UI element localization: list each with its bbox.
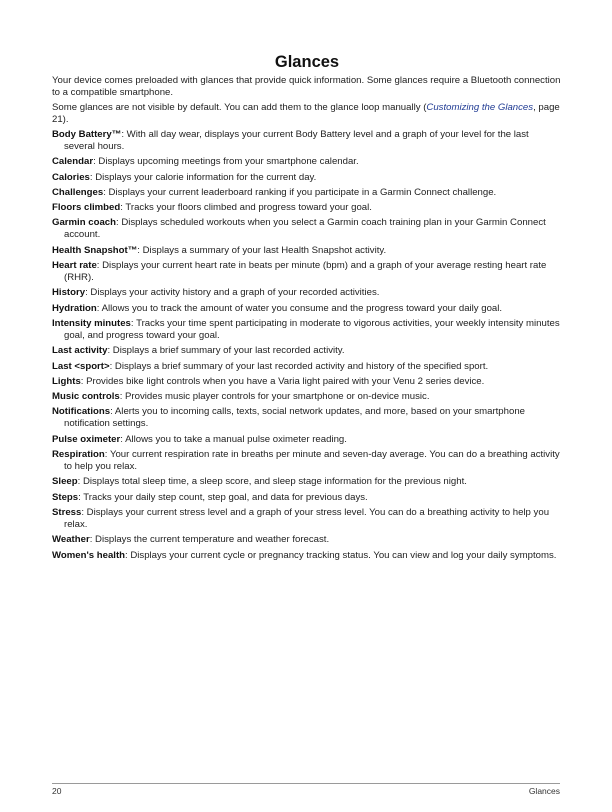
glance-term: Hydration (52, 302, 97, 314)
glance-term: Calories (52, 171, 90, 183)
glance-entry-music-controls (52, 391, 562, 403)
glance-term: Lights (52, 375, 81, 387)
glance-description: : Displays scheduled workouts when you select a Garmin coach training plan in your Garmin Connect account. (64, 217, 546, 241)
glance-term: Garmin coach (52, 217, 116, 229)
glance-term: History (52, 287, 86, 299)
intro-paragraph: Your device comes preloaded with glances that provide quick information. Some glances require a Bluetooth connection to a compatible smartphone. (52, 75, 561, 98)
glance-entry-challenges (52, 187, 562, 199)
glance-term: Stress (52, 506, 82, 518)
glance-description: : Allows you to take a manual pulse oximeter reading. (120, 433, 347, 445)
glance-term: Body Battery™ (52, 129, 122, 140)
glance-entry-garmin-coach (52, 217, 562, 241)
glance-term: Intensity minutes (52, 317, 131, 329)
glance-description: : Displays your activity history and a graph of your recorded activities. (85, 287, 380, 299)
glance-entry-pulse-oximeter (52, 434, 562, 446)
intro-text-suffix: , page 21). (52, 102, 560, 125)
glance-entry-calories (52, 172, 562, 184)
glance-description: : Displays upcoming meetings from your smartphone calendar. (93, 156, 359, 168)
glance-term: Weather (52, 534, 90, 546)
glance-description: : Displays a brief summary of your last recorded activity. (107, 345, 345, 357)
glance-entry-floors-climbed (52, 202, 562, 214)
glance-term: Heart rate (52, 260, 97, 272)
glance-description: : Your current respiration rate in breaths per minute and seven-day average. You can do a breathing activity to help you relax. (64, 449, 560, 473)
glance-entry-intensity-minutes (52, 318, 562, 342)
glance-description: : Tracks your daily step count, step goal, and data for previous days. (78, 491, 368, 503)
glance-entry-heart-rate (52, 260, 562, 284)
glance-entry-body-battery (52, 129, 562, 153)
glance-term: Pulse oximeter (52, 433, 121, 445)
glance-entry-weather (52, 534, 562, 546)
glance-list (52, 129, 562, 562)
glance-entry-last-sport (52, 361, 562, 373)
glance-description: : Displays your current leaderboard ranking if you participate in a Garmin Connect challenge. (103, 186, 497, 198)
footer-divider (52, 783, 560, 784)
glance-term: Sleep (52, 476, 78, 488)
glance-term: Notifications (52, 406, 111, 418)
glance-description: : Displays a summary of your last Health Snapshot activity. (137, 244, 387, 256)
footer-section-title: Glances (528, 786, 560, 796)
glance-term: Floors climbed (52, 202, 121, 214)
footer-page-number: 20 (52, 786, 62, 796)
glance-entry-health-snapshot (52, 245, 562, 257)
cross-reference-link[interactable]: Customizing the Glances (426, 102, 534, 113)
glance-entry-respiration (52, 449, 562, 473)
glance-description: : Displays the current temperature and weather forecast. (89, 534, 330, 546)
glance-description: : Tracks your time spent participating in moderate to vigorous activities, your weekly intensity minutes goal, and progress toward your goal. (64, 317, 560, 341)
glance-description: : Provides music player controls for your smartphone or on-device music. (119, 391, 430, 403)
glance-description: : Provides bike light controls when you have a Varia light paired with your Venu 2 series device. (80, 375, 485, 387)
page-title: Glances (274, 53, 340, 71)
glance-entry-hydration (52, 303, 562, 315)
glance-entry-womens-health (52, 550, 562, 562)
document-page (52, 0, 562, 812)
glance-entry-lights (52, 376, 562, 388)
glance-description: : Displays total sleep time, a sleep score, and sleep stage information for the previous night. (77, 476, 467, 488)
glance-term: Respiration (52, 449, 105, 461)
glance-description: : Displays your current stress level and a graph of your stress level. You can do a breathing activity to help you relax. (64, 506, 550, 530)
glance-term: Steps (52, 491, 79, 503)
glance-term: Last <sport> (52, 360, 110, 372)
glance-term: Women's health (52, 549, 126, 561)
intro-text-prefix: Some glances are not visible by default. You can add them to the glance loop manually ( (52, 102, 427, 113)
glance-description: : Allows you to track the amount of water you consume and the progress toward your daily goal. (96, 302, 503, 314)
glance-description: : With all day wear, displays your current Body Battery level and a graph of your level for the last several hours. (64, 129, 529, 152)
glance-entry-last-activity (52, 345, 562, 357)
glance-description: : Displays your calorie information for the current day. (89, 171, 317, 183)
glance-description: : Displays your current heart rate in beats per minute (bpm) and a graph of your average resting heart rate (RHR). (64, 260, 547, 284)
glance-term: Last activity (52, 345, 108, 357)
glance-entry-notifications (52, 406, 562, 430)
glance-description: : Displays your current cycle or pregnancy tracking status. You can view and log your daily symptoms. (125, 549, 557, 561)
glance-entry-steps (52, 492, 562, 504)
glance-entry-sleep (52, 476, 562, 488)
glance-entry-calendar (52, 156, 562, 168)
glance-entry-stress (52, 507, 562, 531)
glance-entry-history (52, 287, 562, 299)
glance-term: Calendar (52, 156, 94, 168)
glance-description: : Alerts you to incoming calls, texts, social network updates, and more, based on your smartphone notification settings. (64, 406, 525, 430)
glance-description: : Tracks your floors climbed and progress toward your goal. (120, 202, 372, 214)
glance-term: Health Snapshot™ (52, 244, 138, 256)
glance-description: : Displays a brief summary of your last recorded activity and history of the specified sport. (109, 360, 489, 372)
glance-term: Challenges (52, 186, 104, 198)
intro-paragraph-add-glances (52, 102, 562, 126)
glance-term: Music controls (52, 391, 120, 403)
